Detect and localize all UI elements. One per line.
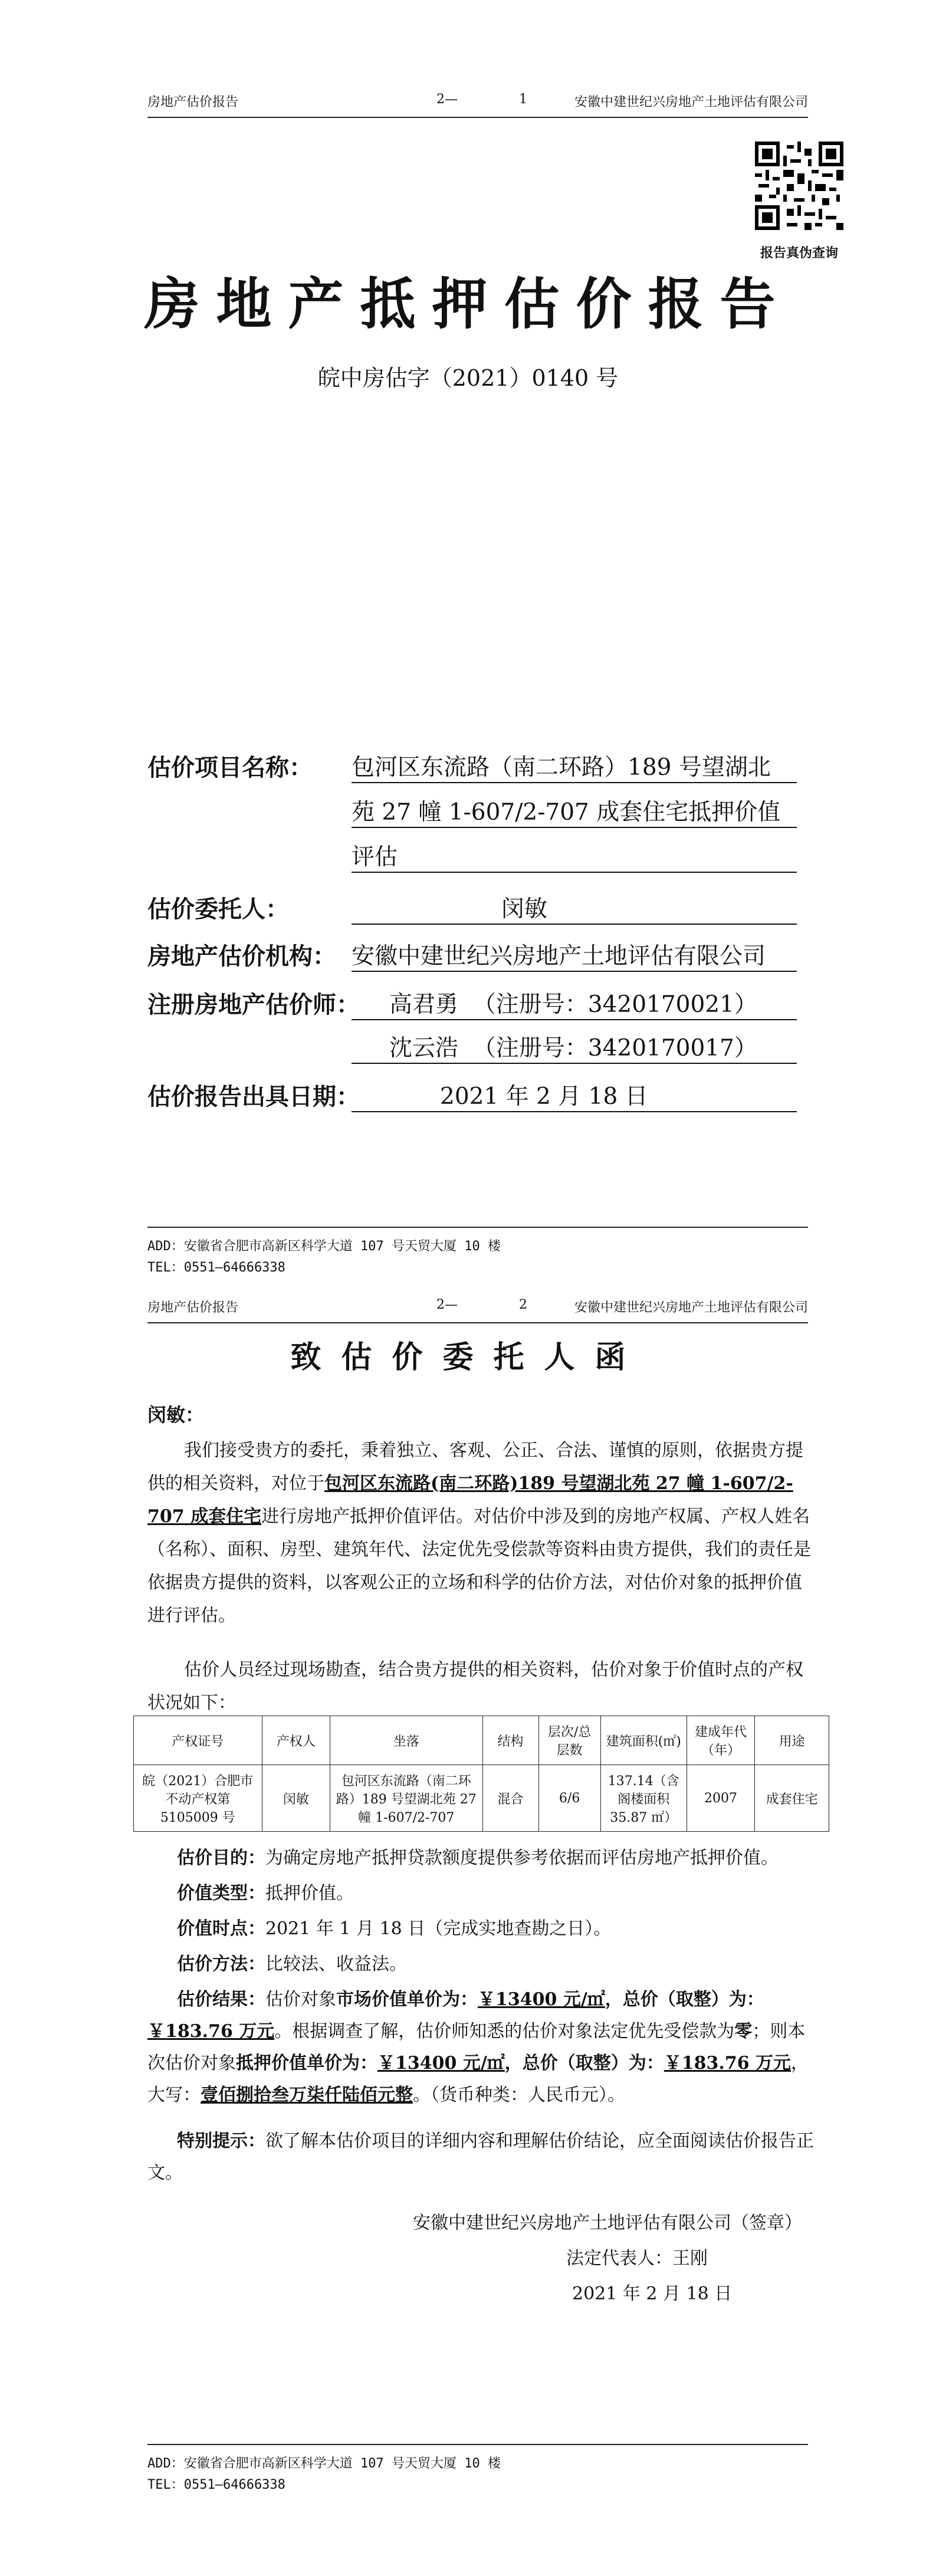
status-paragraph: 估价人员经过现场勘查，结合贵方提供的相关资料，估价对象于价值时点的产权状况如下： bbox=[147, 1660, 803, 1713]
mortgage-total-price: ￥183.76 万元 bbox=[664, 2053, 792, 2074]
page-header bbox=[147, 88, 808, 112]
intro-paragraph bbox=[147, 1434, 814, 1632]
intro-text: 我们接受贵方的委托，秉着独立、客观、公正、合法、谨慎的原则，依据贵方提供的相关资料，对位于 bbox=[147, 1440, 803, 1494]
value-type-label: 价值类型： bbox=[177, 1883, 265, 1904]
priority-claim: 零 bbox=[734, 2021, 753, 2042]
col-header: 层次/总层数 bbox=[538, 1716, 600, 1765]
value-type-text: 抵押价值。 bbox=[265, 1883, 354, 1904]
col-header: 用途 bbox=[755, 1716, 829, 1765]
result-text: 估价对象 bbox=[265, 1989, 336, 2010]
project-name-label: 估价项目名称： bbox=[147, 754, 313, 781]
footer-tel: TEL：0551—64666338 bbox=[147, 1260, 285, 1275]
qr-code-icon[interactable] bbox=[755, 142, 843, 230]
appraisal-org-label: 房地产估价机构： bbox=[147, 942, 336, 970]
result-text: 市场价值单价为： bbox=[336, 1989, 478, 2010]
appraiser-1: 高君勇 （注册号：3420170021） bbox=[389, 991, 757, 1018]
property-location: 包河区东流路(南二环路)189 号望湖北苑 27 幢 1-607/2-707 成套住宅 bbox=[147, 1473, 793, 1527]
market-total-price: ￥183.76 万元 bbox=[147, 2021, 275, 2042]
result-text: ，大写： bbox=[147, 2053, 809, 2105]
header-right: 安徽中建世纪兴房地产土地评估有限公司 bbox=[574, 1300, 808, 1315]
header-page-number: 2 bbox=[519, 1297, 527, 1312]
market-unit-price: ￥13400 元/㎡ bbox=[478, 1989, 605, 2010]
result-text: 。（货币种类：人民币元）。 bbox=[413, 2085, 625, 2105]
value-date-line bbox=[177, 1913, 826, 1945]
result-text: ，总价（取整）为： bbox=[605, 1989, 764, 2010]
note-text: 欲了解本估价项目的详细内容和理解估价结论，应全面阅读估价报告正文。 bbox=[147, 2131, 814, 2183]
client-value: 闵敏 bbox=[501, 896, 548, 922]
result-text: ，总价（取整）为： bbox=[504, 2053, 664, 2074]
appraiser-label: 注册房地产估价师： bbox=[147, 991, 360, 1018]
underline bbox=[352, 1063, 797, 1064]
letter-title: 致估价委托人函 bbox=[290, 1339, 646, 1375]
cell-floors: 6/6 bbox=[538, 1765, 600, 1832]
issue-date-label: 估价报告出具日期： bbox=[147, 1083, 360, 1110]
property-table bbox=[133, 1716, 829, 1832]
cell-structure: 混合 bbox=[482, 1765, 538, 1832]
cell-usage: 成套住宅 bbox=[755, 1765, 829, 1832]
table-header-row bbox=[134, 1716, 829, 1765]
result-text: ；则本次估价对象 bbox=[147, 2021, 806, 2074]
greeting: 闵敏： bbox=[147, 1404, 205, 1426]
special-note bbox=[147, 2125, 814, 2189]
col-header: 建成年代（年） bbox=[687, 1716, 754, 1765]
issue-date-value: 2021 年 2 月 18 日 bbox=[440, 1083, 648, 1110]
method-line bbox=[177, 1949, 826, 1980]
footer-divider bbox=[147, 2444, 808, 2445]
underline bbox=[352, 971, 797, 972]
result-text: 。根据调查了解，估价师知悉的估价对象法定优先受偿款为 bbox=[274, 2021, 735, 2042]
value-date-label: 价值时点： bbox=[177, 1918, 265, 1939]
purpose-line bbox=[177, 1842, 826, 1874]
value-type-line bbox=[177, 1878, 826, 1910]
table-row bbox=[134, 1765, 829, 1832]
total-in-words: 壹佰捌拾叁万柒仟陆佰元整 bbox=[201, 2085, 413, 2105]
appraiser-2: 沈云浩 （注册号：3420170017） bbox=[389, 1035, 757, 1062]
header-divider bbox=[147, 1322, 808, 1323]
method-label: 估价方法： bbox=[177, 1954, 265, 1974]
col-header: 产权人 bbox=[262, 1716, 330, 1765]
cell-owner: 闵敏 bbox=[262, 1765, 330, 1832]
signature-company: 安徽中建世纪兴房地产土地评估有限公司（签章） bbox=[413, 2213, 802, 2233]
project-name-line1: 包河区东流路（南二环路）189 号望湖北 bbox=[352, 754, 771, 781]
underline bbox=[352, 782, 797, 783]
intro-text-cont: 进行房地产抵押价值评估。对估价中涉及到的房地产权属、产权人姓名（名称）、面积、房型、建筑年代、法定优先受偿款等资料由贵方提供，我们的责任是依据贵方提供的资料，以客观公正的立场和科学的估价方法，对估价对象的抵押价值进行评估。 bbox=[147, 1506, 811, 1626]
cell-location: 包河区东流路（南二环路）189 号望湖北苑 27 幢 1-607/2-707 bbox=[330, 1765, 482, 1832]
col-header: 结构 bbox=[482, 1716, 538, 1765]
page-header bbox=[147, 1294, 808, 1317]
letter-page bbox=[0, 1288, 936, 2576]
cell-cert-no: 皖（2021）合肥市不动产权第 5105009 号 bbox=[134, 1765, 262, 1832]
client-label: 估价委托人： bbox=[147, 895, 289, 923]
header-page-number: 1 bbox=[519, 92, 527, 107]
underline bbox=[352, 924, 797, 925]
cell-area: 137.14（含阁楼面积 35.87 ㎡） bbox=[600, 1765, 687, 1832]
signature-representative: 法定代表人：王刚 bbox=[566, 2248, 708, 2269]
footer-address: ADD：安徽省合肥市高新区科学大道 107 号天贸大厦 10 楼 bbox=[147, 2456, 501, 2471]
underline bbox=[352, 1111, 797, 1112]
header-page-prefix: 2— bbox=[436, 92, 458, 107]
header-divider bbox=[147, 117, 808, 118]
header-right: 安徽中建世纪兴房地产土地评估有限公司 bbox=[574, 95, 808, 110]
underline bbox=[352, 827, 797, 828]
qr-caption: 报告真伪查询 bbox=[760, 245, 838, 261]
project-name-line3: 评估 bbox=[352, 844, 398, 870]
footer-tel: TEL：0551—64666338 bbox=[147, 2478, 285, 2492]
underline bbox=[352, 872, 797, 873]
header-left: 房地产估价报告 bbox=[147, 95, 239, 110]
result-label: 估价结果： bbox=[177, 1989, 265, 2010]
value-date-text: 2021 年 1 月 18 日（完成实地查勘之日）。 bbox=[265, 1918, 612, 1939]
result-text: 抵押价值单价为： bbox=[236, 2053, 377, 2074]
document-number: 皖中房估字（2021）0140 号 bbox=[317, 365, 619, 391]
header-left: 房地产估价报告 bbox=[147, 1300, 239, 1315]
col-header: 产权证号 bbox=[134, 1716, 262, 1765]
note-label: 特别提示： bbox=[177, 2131, 265, 2151]
result-paragraph bbox=[147, 1984, 814, 2111]
report-title: 房地产抵押估价报告 bbox=[144, 272, 792, 337]
method-text: 比较法、收益法。 bbox=[265, 1954, 407, 1974]
purpose-label: 估价目的： bbox=[177, 1848, 265, 1868]
underline bbox=[352, 1019, 797, 1020]
footer-divider bbox=[147, 1227, 808, 1228]
project-name-line2: 苑 27 幢 1-607/2-707 成套住宅抵押价值 bbox=[352, 799, 781, 826]
footer-address: ADD：安徽省合肥市高新区科学大道 107 号天贸大厦 10 楼 bbox=[147, 1239, 501, 1254]
col-header: 坐落 bbox=[330, 1716, 482, 1765]
cell-year: 2007 bbox=[687, 1765, 754, 1832]
purpose-text: 为确定房地产抵押贷款额度提供参考依据而评估房地产抵押价值。 bbox=[265, 1848, 779, 1868]
col-header: 建筑面积(㎡) bbox=[600, 1716, 687, 1765]
appraisal-org-value: 安徽中建世纪兴房地产土地评估有限公司 bbox=[352, 943, 766, 970]
mortgage-unit-price: ￥13400 元/㎡ bbox=[377, 2053, 505, 2074]
signature-date: 2021 年 2 月 18 日 bbox=[572, 2283, 733, 2304]
header-page-prefix: 2— bbox=[436, 1297, 458, 1312]
